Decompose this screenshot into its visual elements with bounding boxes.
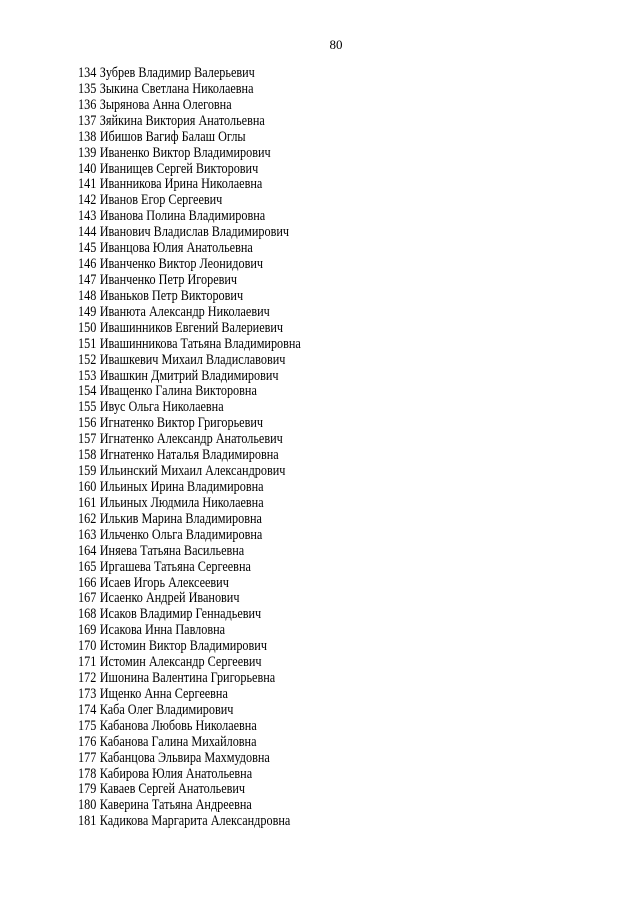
list-item [78,544,301,560]
entry-name: Ишонина Валентина Григорьевна [99,670,276,687]
entry-number: 171 [78,654,97,671]
entry-name: Иванов Егор Сергеевич [99,192,223,209]
entry-name: Иванова Полина Владимировна [99,208,266,225]
entry-name: Зубрев Владимир Валерьевич [99,65,255,81]
entry-number: 151 [78,335,97,352]
entry-name: Игнатенко Наталья Владимировна [99,447,279,464]
entry-number: 145 [78,240,97,257]
entry-name: Ибишов Вагиф Балаш Оглы [99,128,246,145]
list-item [78,162,301,178]
entry-name: Иняева Татьяна Васильевна [99,542,245,559]
entry-name: Ильченко Ольга Владимировна [99,526,263,543]
entry-number: 160 [78,478,97,495]
entry-name: Ивашкевич Михаил Владиславович [99,351,286,368]
entry-number: 159 [78,463,97,480]
entry-number: 179 [78,781,97,798]
entry-number: 165 [78,558,97,575]
entry-name: Кабанова Любовь Николаевна [99,717,257,734]
entry-number: 142 [78,192,97,209]
entry-name: Кабанцова Эльвира Махмудовна [99,749,270,766]
list-item [78,607,301,623]
entry-number: 164 [78,542,97,559]
entry-number: 147 [78,271,97,288]
list-item [78,177,301,193]
entry-number: 170 [78,638,97,655]
entry-name: Истомин Александр Сергеевич [99,654,262,671]
entry-number: 140 [78,160,97,177]
list-item [78,337,301,353]
entry-number: 136 [78,96,97,113]
entry-number: 144 [78,224,97,241]
entry-number: 169 [78,622,97,639]
entry-name: Зыкина Светлана Николаевна [99,80,254,97]
entry-number: 173 [78,685,97,702]
entry-name: Ивашинников Евгений Валериевич [99,319,284,336]
entry-number: 163 [78,526,97,543]
list-item [78,496,301,512]
entry-number: 156 [78,415,97,432]
entry-number: 137 [78,112,97,129]
list-item [78,767,301,783]
list-item [78,671,301,687]
entry-name: Ивашкин Дмитрий Владимирович [99,367,279,384]
entry-number: 166 [78,574,97,591]
list-item [78,416,301,432]
list-item [78,464,301,480]
list-item [78,751,301,767]
entry-number: 139 [78,144,97,161]
entry-number: 174 [78,701,97,718]
entry-name: Исаков Владимир Геннадьевич [99,606,262,623]
entry-name: Игнатенко Александр Анатольевич [99,431,283,448]
list-item [78,384,301,400]
entry-number: 178 [78,765,97,782]
entry-name: Илькив Марина Владимировна [99,510,262,527]
list-item [78,448,301,464]
entry-name: Кабанова Галина Михайловна [99,733,257,750]
entry-number: 157 [78,431,97,448]
list-item [78,591,301,607]
list-item [78,814,301,830]
entry-name: Истомин Виктор Владимирович [99,638,267,655]
list-item [78,528,301,544]
list-item [78,146,301,162]
entry-number: 168 [78,606,97,623]
entry-name: Ивус Ольга Николаевна [99,399,224,416]
list-item [78,798,301,814]
list-item [78,273,301,289]
list-item [78,687,301,703]
list-item [78,400,301,416]
entry-number: 149 [78,303,97,320]
entry-name: Игнатенко Виктор Григорьевич [99,415,264,432]
list-item [78,560,301,576]
entry-name: Иванович Владислав Владимирович [99,224,290,241]
list-item [78,209,301,225]
entry-number: 162 [78,510,97,527]
entry-name: Иванникова Ирина Николаевна [99,176,263,193]
entry-number: 148 [78,287,97,304]
entry-number: 158 [78,447,97,464]
entry-number: 152 [78,351,97,368]
entry-name: Каба Олег Владимирович [99,701,234,718]
entry-number: 155 [78,399,97,416]
entry-name: Исаев Игорь Алексеевич [99,574,229,591]
entry-name: Ищенко Анна Сергеевна [99,685,228,702]
list-item [78,193,301,209]
entry-name: Иванченко Виктор Леонидович [99,256,264,273]
list-item [78,369,301,385]
entry-number: 176 [78,733,97,750]
list-item [78,782,301,798]
entry-name: Зырянова Анна Олеговна [99,96,232,113]
entry-number: 172 [78,670,97,687]
list-item [78,114,301,130]
entry-number: 180 [78,797,97,814]
list-item [78,719,301,735]
list-item [78,353,301,369]
entry-name: Иванцова Юлия Анатольевна [99,240,253,257]
entry-number: 143 [78,208,97,225]
list-item [78,66,301,82]
entry-number: 177 [78,749,97,766]
list-item [78,289,301,305]
entry-name: Иващенко Галина Викторовна [99,383,257,400]
entry-number: 146 [78,256,97,273]
list-item [78,130,301,146]
list-item [78,241,301,257]
list-item [78,623,301,639]
entry-name: Иванищев Сергей Викторович [99,160,259,177]
entry-number: 175 [78,717,97,734]
entry-name: Иванюта Александр Николаевич [99,303,270,320]
entry-name: Зяйкина Виктория Анатольевна [99,112,265,129]
entry-name: Ивашинникова Татьяна Владимировна [99,335,301,352]
entry-number: 134 [78,65,97,81]
list-item [78,735,301,751]
entry-name: Иваненко Виктор Владимирович [99,144,271,161]
entry-number: 154 [78,383,97,400]
list-item [78,512,301,528]
entry-name: Ильинский Михаил Александрович [99,463,286,480]
list-item [78,305,301,321]
list-item [78,639,301,655]
entry-number: 167 [78,590,97,607]
list-item [78,82,301,98]
entry-number: 141 [78,176,97,193]
page-number: 80 [329,37,343,52]
entry-number: 161 [78,494,97,511]
list-item [78,432,301,448]
list-item [78,655,301,671]
entry-number: 135 [78,80,97,97]
list-item [78,98,301,114]
entry-name: Иванченко Петр Игоревич [99,271,238,288]
list-item [78,480,301,496]
entry-name: Ильиных Людмила Николаевна [99,494,264,511]
entry-name: Каверина Татьяна Андреевна [99,797,252,814]
entry-number: 150 [78,319,97,336]
entry-number: 181 [78,813,97,830]
entry-name: Иваньков Петр Викторович [99,287,244,304]
entry-number: 138 [78,128,97,145]
list-item [78,703,301,719]
entry-name: Каваев Сергей Анатольевич [99,781,246,798]
list-item [78,321,301,337]
name-list [78,66,301,830]
entry-name: Исаенко Андрей Иванович [99,590,240,607]
list-item [78,257,301,273]
entry-number: 153 [78,367,97,384]
entry-name: Кабирова Юлия Анатольевна [99,765,253,782]
list-item [78,225,301,241]
list-item [78,576,301,592]
entry-name: Иргашева Татьяна Сергеевна [99,558,251,575]
entry-name: Ильиных Ирина Владимировна [99,478,264,495]
entry-name: Кадикова Маргарита Александровна [99,813,291,830]
entry-name: Исакова Инна Павловна [99,622,226,639]
